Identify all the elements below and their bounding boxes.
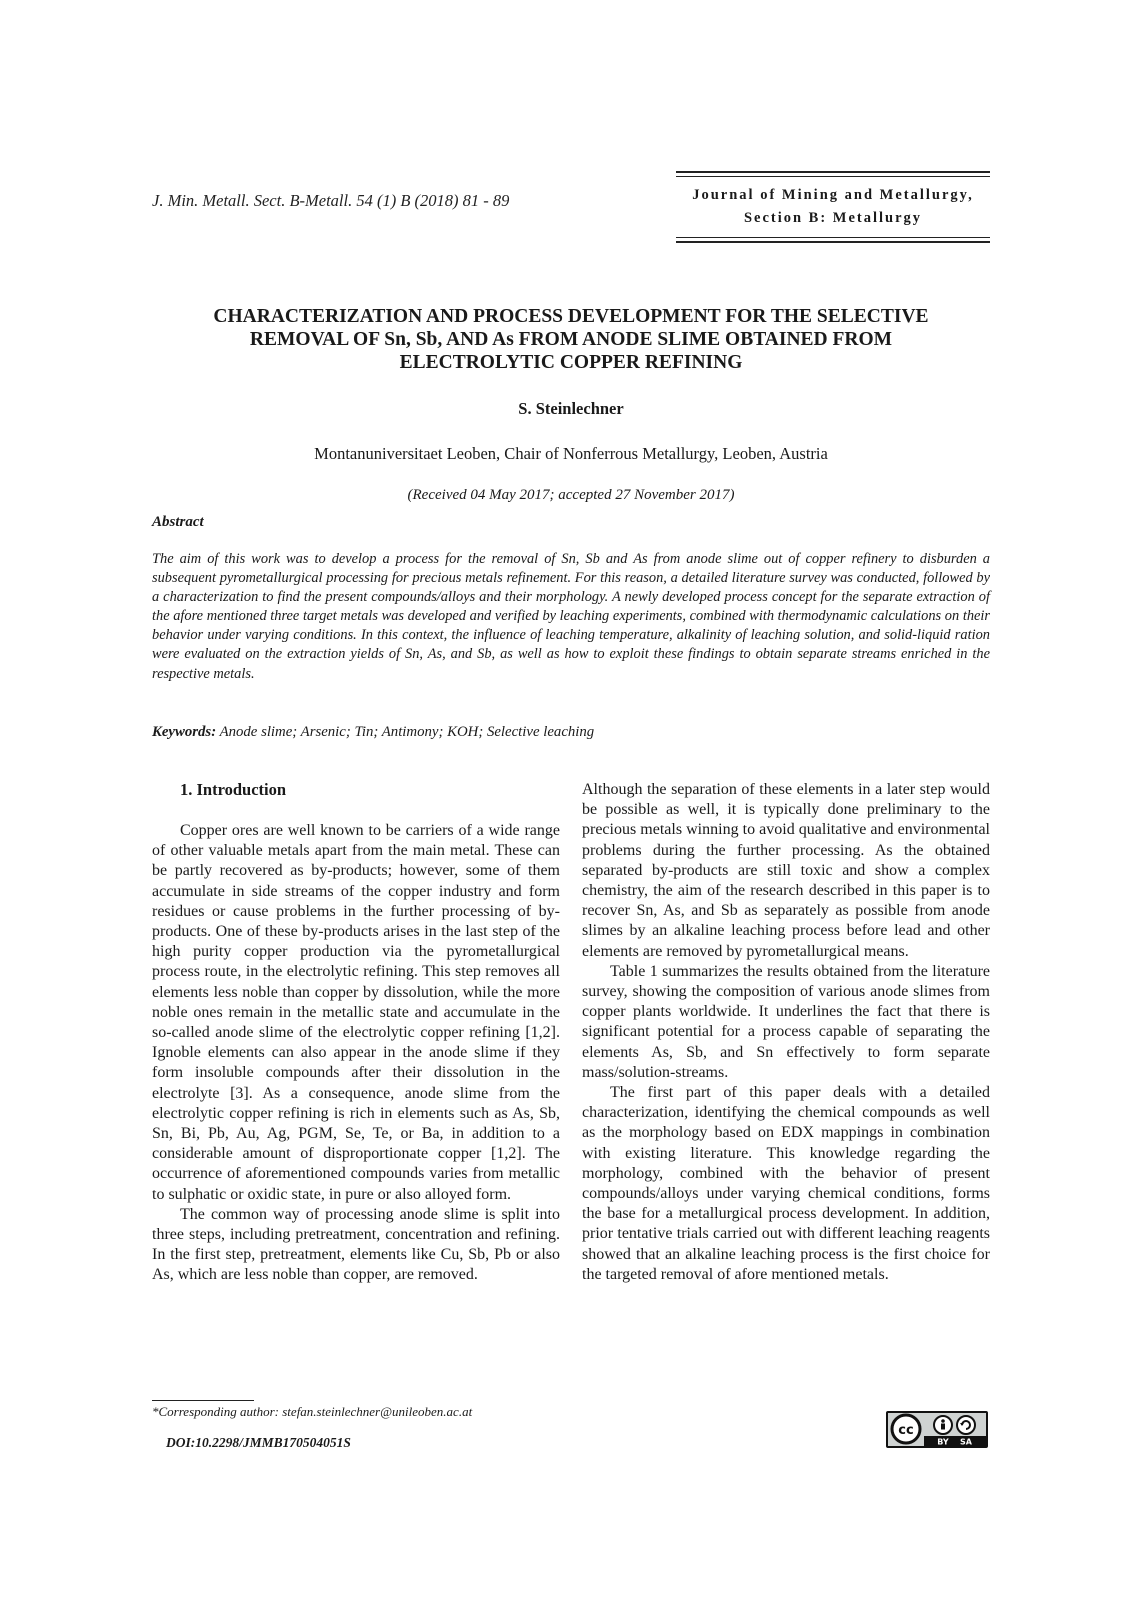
body-paragraph: The common way of processing anode slime is split into three steps, including pretreatment, concentration and refining. In the first step, pretreatment, elements like Cu, Sb, Pb or also As, which are less noble than copper, are removed.: [152, 1205, 560, 1284]
cc-by-label: BY: [937, 1437, 949, 1446]
journal-name-line2: Section B: Metallurgy: [743, 210, 923, 226]
article-title-line1: CHARACTERIZATION AND PROCESS DEVELOPMENT FOR THE SELECTIVE: [213, 306, 929, 327]
corresponding-author-footnote: *Corresponding author: stefan.steinlechner@unileoben.ac.at: [152, 1404, 473, 1419]
cc-sa-label: SA: [960, 1437, 972, 1446]
journal-citation: J. Min. Metall. Sect. B-Metall. 54 (1) B (2018) 81 - 89: [152, 191, 510, 210]
article-title-line3: ELECTROLYTIC COPPER REFINING: [399, 352, 743, 373]
keywords: [152, 724, 594, 741]
body-paragraph: Copper ores are well known to be carriers of a wide range of other valuable metals apart from the main metal. These can be partly recovered as by-products; however, some of them accumulate in side streams of the copper industry and form residues or cause problems in the further processing of by-products. One of these by-products arises in the last step of the high purity copper production via the pyrometallurgical process route, in the electrolytic refining. This step removes all elements less noble than copper by dissolution, while the more noble ones remain in the metallic state and accumulate in the so-called anode slime of the electrolytic copper refining [1,2]. Ignoble elements can also appear in the anode slime if they form insoluble compounds after their dissolution in the electrolyte [3]. As a consequence, anode slime from the electrolytic copper refining is rich in elements such as As, Sb, Sn, Bi, Pb, Au, Ag, PGM, Se, Te, or Ba, in addition to a considerable amount of disproportionate copper [1,2]. The occurrence of aforementioned compounds varies from metallic to sulphatic or oxidic state, in pure or also alloyed form.: [152, 822, 560, 1203]
body-paragraph: Table 1 summarizes the results obtained from the literature survey, showing the composition of various anode slimes from copper plants worldwide. It underlines the fact that there is significant potential for a process capable of separating the elements As, Sb, and Sn effectively to form separate mass/solution-streams.: [582, 962, 990, 1081]
body-column-right: [582, 780, 990, 1285]
doi: DOI:10.2298/JMMB170504051S: [166, 1435, 351, 1450]
journal-name: [676, 177, 990, 237]
cc-by-sa-license-badge: [886, 1411, 988, 1448]
svg-text:cc: cc: [898, 1423, 914, 1438]
section-heading: 1. Introduction: [180, 780, 287, 799]
abstract-heading: Abstract: [152, 514, 204, 530]
body-column-left: [152, 780, 560, 1286]
body-paragraph: Although the separation of these elements in a later step would be possible as well, it is typically done preliminary to the precious metals winning to avoid qualitative and environmental problems during the further processing. As the obtained separated by-products are still toxic and show a complex chemistry, the aim of the research described in this paper is to recover Sn, As, and Sb as separately as possible from anode slimes by an alkaline leaching process before lead and other elements are removed by pyrometallurgical means.: [582, 781, 990, 960]
author-name: S. Steinlechner: [518, 399, 624, 418]
article-title: [150, 305, 992, 374]
article-title-line2: REMOVAL OF Sn, Sb, AND As FROM ANODE SLIME OBTAINED FROM: [249, 329, 893, 350]
journal-rule-bottom: [676, 237, 990, 243]
author-affiliation: Montanuniversitaet Leoben, Chair of Nonferrous Metallurgy, Leoben, Austria: [314, 444, 828, 463]
cc-license-icon: [888, 1413, 986, 1446]
keywords-text: Anode slime; Arsenic; Tin; Antimony; KOH; Selective leaching: [219, 724, 595, 740]
body-paragraph: The first part of this paper deals with a detailed characterization, identifying the chemical compounds as well as the morphology based on EDX mappings in combination with existing literature. This knowledge regarding the morphology, combined with the behavior of present compounds/alloys under varying chemical conditions, forms the base for a metallurgical process development. In addition, prior tentative trials carried out with different leaching reagents showed that an alkaline leaching process is the first choice for the targeted removal of afore mentioned metals.: [582, 1084, 990, 1283]
footnote-rule: [152, 1400, 254, 1401]
journal-name-box: [676, 171, 990, 243]
abstract-text: The aim of this work was to develop a process for the removal of Sn, Sb and As from anode slime out of copper refinery to disburden a subsequent pyrometallurgical processing for precious metals refinement. For this reason, a detailed literature survey was conducted, followed by a characterization to find the present compounds/alloys and their morphology. A newly developed process concept for the separate extraction of the afore mentioned three target metals was developed and verified by leaching experiments, combined with thermodynamic calculations on their behavior under varying conditions. In this context, the influence of leaching temperature, alkalinity of leaching solution, and solid-liquid ration were evaluated on the extraction yields of Sn, As, and Sb, as well as how to exploit these findings to obtain separate streams enriched in the respective metals.: [152, 551, 990, 682]
received-dates: (Received 04 May 2017; accepted 27 November 2017): [407, 487, 735, 503]
journal-name-line1: Journal of Mining and Metallurgy,: [692, 187, 974, 203]
keywords-label: Keywords:: [152, 724, 217, 740]
